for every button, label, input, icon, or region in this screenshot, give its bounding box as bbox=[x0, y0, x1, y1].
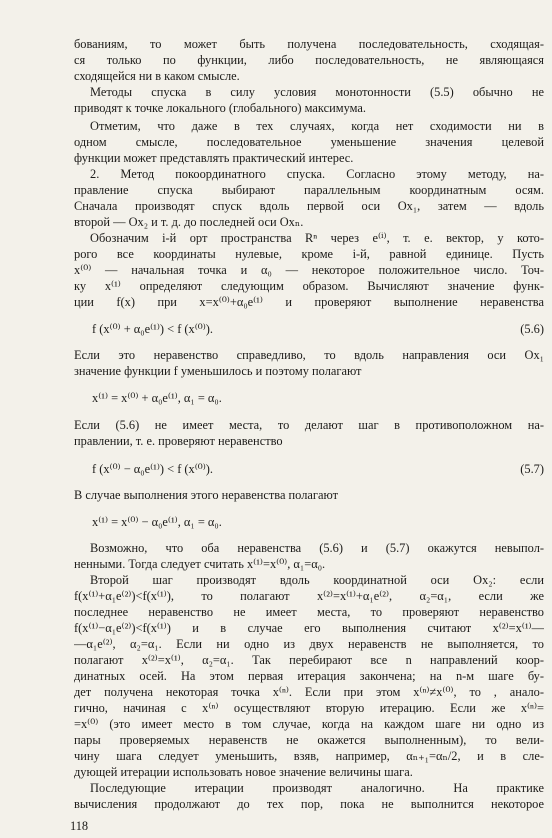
text-line: Если (5.6) не имеет места, то делают шаг в противоположном на- bbox=[74, 418, 544, 432]
text-line: значение функции f уменьшилось и поэтому полагают bbox=[74, 364, 362, 378]
text-line: приводят к точке локального (глобального) максимума. bbox=[74, 101, 366, 115]
text-line: Второй шаг производят вдоль координатной оси Ox₂: если bbox=[90, 573, 544, 587]
text-line: ся только по функции, либо последовательность, не являющаяся bbox=[74, 53, 544, 67]
text-line: Сначала производят спуск вдоль первой оси Ox₁, затем — вдоль bbox=[74, 199, 544, 213]
text-line: ции f(x) при x=x⁽⁰⁾+α₀e⁽¹⁾ и проверяют выполнение неравенства bbox=[74, 295, 544, 309]
text-line: Последующие итерации производят аналогично. На практике bbox=[90, 781, 544, 795]
text-line: динатных осей. На этом первая итерация закончена; на n-м шаге бу- bbox=[74, 669, 544, 683]
text-line: дет получена некоторая точка x⁽ⁿ⁾. Если при этом x⁽ⁿ⁾≠x⁽⁰⁾, то , анало- bbox=[74, 685, 544, 699]
text-line: одном смысле, последовательное уменьшение значения целевой bbox=[74, 135, 544, 149]
formula: x⁽¹⁾ = x⁽⁰⁾ + α₀e⁽¹⁾, α₁ = α₀. bbox=[92, 391, 222, 405]
text-line: правление спуска выбирают параллельным координатным осям. bbox=[74, 183, 544, 197]
text-line: Обозначим i-й орт пространства Rⁿ через e⁽ⁱ⁾, т. е. вектор, у кото- bbox=[90, 231, 544, 245]
text-line: бованиям, то может быть получена последовательность, сходящая- bbox=[74, 37, 544, 51]
text-line: =x⁽⁰⁾ (это имеет место в том случае, когда на каждом шаге ни одно из bbox=[74, 717, 544, 731]
formula: x⁽¹⁾ = x⁽⁰⁾ − α₀e⁽¹⁾, α₁ = α₀. bbox=[92, 515, 222, 529]
formula-5-6: f (x⁽⁰⁾ + α₀e⁽¹⁾) < f (x⁽⁰⁾). bbox=[92, 322, 214, 336]
text-line: x⁽⁰⁾ — начальная точка и α₀ — некоторое положительное число. Точ- bbox=[74, 263, 544, 277]
text-line: сходящейся ни в каком смысле. bbox=[74, 69, 240, 83]
text-line: гично, начиная с x⁽ⁿ⁾ осуществляют вторую итерацию. Если же x⁽ⁿ⁾= bbox=[74, 701, 544, 715]
section-heading: 2. Метод покоординатного спуска. Согласно этому методу, на- bbox=[90, 167, 544, 181]
text-line: полагают x⁽²⁾=x⁽¹⁾, α₂=α₁. Так перебирают все n направлений коор- bbox=[74, 653, 544, 667]
text-line: последнее неравенство не имеет места, то проверяют неравенство bbox=[74, 605, 544, 619]
text-line: В случае выполнения этого неравенства полагают bbox=[74, 488, 338, 502]
text-line: дующей итерации использовать новое значение величины шага. bbox=[74, 765, 413, 779]
equation-number: (5.6) bbox=[520, 322, 544, 336]
text-line: Возможно, что оба неравенства (5.6) и (5.7) окажутся невыпол- bbox=[90, 541, 544, 555]
text-line: f(x⁽¹⁾+α₁e⁽²⁾)<f(x⁽¹⁾), то полагают x⁽²⁾=x⁽¹⁾+α₁e⁽²⁾, α₂=α₁, если же bbox=[74, 589, 544, 603]
page-number: 118 bbox=[70, 819, 89, 833]
text-line: функции может представлять практический интерес. bbox=[74, 151, 354, 165]
text-line: Методы спуска в силу условия монотонности (5.5) обычно не bbox=[90, 85, 544, 99]
text-line: Если это неравенство справедливо, то вдоль направления оси Ox₁ bbox=[74, 348, 544, 362]
text-line: ненными. Тогда следует считать x⁽¹⁾=x⁽⁰⁾, α₁=α₀. bbox=[74, 557, 326, 571]
text-line: вычисления продолжают до тех пор, пока не выполнится некоторое bbox=[74, 797, 544, 811]
text-line: правлении, т. е. проверяют неравенство bbox=[74, 434, 283, 448]
text-line: второй — Ox₂ и т. д. до последней оси Oxₙ. bbox=[74, 215, 304, 229]
text-line: чину шага следует уменьшить, взяв, например, αₙ₊₁=αₙ/2, и в сле- bbox=[74, 749, 544, 763]
text-line: Отметим, что даже в тех случаях, когда нет сходимости ни в bbox=[90, 119, 544, 133]
text-line: f(x⁽¹⁾−α₁e⁽²⁾)<f(x⁽¹⁾) и в случае его выполнения считают x⁽²⁾=x⁽¹⁾— bbox=[74, 621, 544, 635]
text-line: —α₁e⁽²⁾, α₂=α₁. Если ни одно из двух неравенств не выполняется, то bbox=[74, 637, 544, 651]
text-line: пары проверяемых неравенств не окажется выполненным), то вели- bbox=[74, 733, 544, 747]
formula-5-7: f (x⁽⁰⁾ − α₀e⁽¹⁾) < f (x⁽⁰⁾). bbox=[92, 462, 214, 476]
text-line: рого все координаты нулевые, кроме i-й, равной единице. Пусть bbox=[74, 247, 544, 261]
text-line: ку x⁽¹⁾ определяют следующим образом. Вычисляют значение функ- bbox=[74, 279, 544, 293]
equation-number: (5.7) bbox=[520, 462, 544, 476]
